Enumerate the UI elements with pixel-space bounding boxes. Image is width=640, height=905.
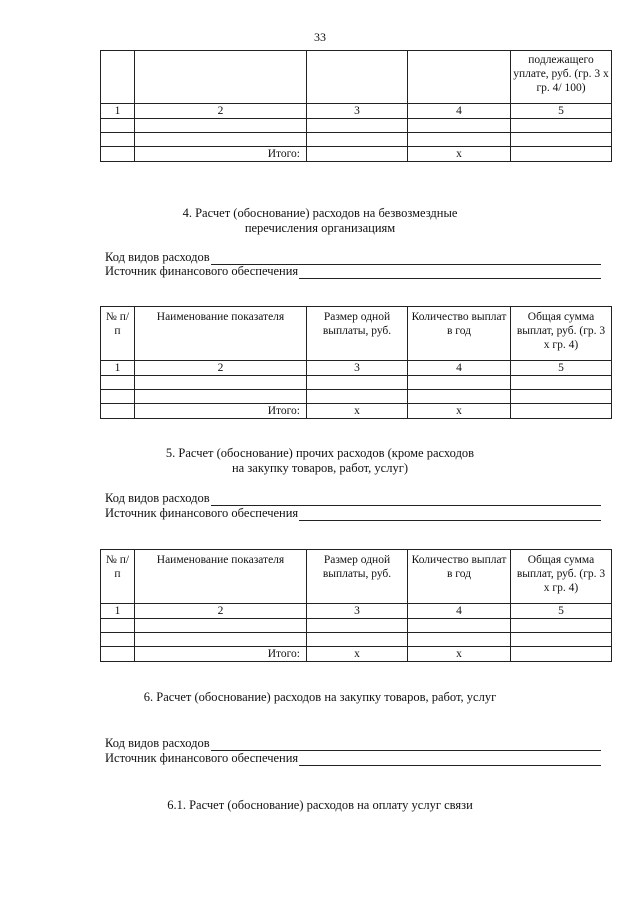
table-row [101,633,612,647]
header-payment-size: Размер одной выплаты, руб. [307,550,408,604]
col-number: 1 [101,361,135,376]
table-row [101,119,612,133]
total-label: Итого: [135,404,307,419]
code-label: Код видов расходов [105,250,210,264]
col-number: 4 [408,104,511,119]
top-table [100,50,612,162]
col-number: 1 [101,604,135,619]
header-name: Наименование показателя [135,550,307,604]
table-row [101,376,612,390]
col-number: 3 [307,104,408,119]
total-x: x [408,147,511,162]
col-number: 1 [101,104,135,119]
header-cell-3 [307,51,408,104]
col-number: 4 [408,604,511,619]
total-x: x [408,647,511,662]
header-cell-4 [408,51,511,104]
col-number: 2 [135,361,307,376]
fill-line [211,494,601,506]
total-x: x [307,647,408,662]
header-number: № п/п [101,307,135,361]
col-number: 4 [408,361,511,376]
section-5-title-line1: 5. Расчет (обоснование) прочих расходов (кроме расходов [165,446,475,460]
section-6-code-field [105,736,601,751]
header-count: Количество выплат в год [408,307,511,361]
total-x: x [307,404,408,419]
col-number: 2 [135,104,307,119]
total-label: Итого: [135,147,307,162]
header-cell-5: подлежащего уплате, руб. (гр. 3 х гр. 4/ 100) [511,51,612,104]
col-number: 3 [307,361,408,376]
total-row [101,647,612,662]
header-count: Количество выплат в год [408,550,511,604]
header-cell-2 [135,51,307,104]
fill-line [299,754,601,766]
fill-line [299,509,601,521]
header-cell-1 [101,51,135,104]
header-payment-size: Размер одной выплаты, руб. [307,307,408,361]
section-4-table [100,306,612,419]
total-row [101,147,612,162]
section-6-1-title: 6.1. Расчет (обоснование) расходов на оплату услуг связи [167,798,473,812]
header-number: № п/п [101,550,135,604]
col-number: 2 [135,604,307,619]
section-6-source-field [105,751,601,766]
fill-line [299,267,601,279]
table-row [101,133,612,147]
code-label: Код видов расходов [105,491,210,505]
section-4-source-field [105,264,601,279]
table-row [101,619,612,633]
total-label: Итого: [135,647,307,662]
code-label: Код видов расходов [105,736,210,750]
fill-line [211,739,601,751]
total-row [101,404,612,419]
page-number: 33 [314,30,326,44]
section-6-title: 6. Расчет (обоснование) расходов на закупку товаров, работ, услуг [143,690,497,704]
col-number: 5 [511,604,612,619]
source-label: Источник финансового обеспечения [105,751,299,765]
col-number: 5 [511,361,612,376]
section-5-source-field [105,506,601,521]
section-4-code-field [105,250,601,265]
total-x: x [408,404,511,419]
section-5-code-field [105,491,601,506]
header-total: Общая сумма выплат, руб. (гр. 3 х гр. 4) [511,550,612,604]
section-4-title-line2: перечисления организациям [244,221,396,235]
source-label: Источник финансового обеспечения [105,506,299,520]
col-number: 3 [307,604,408,619]
section-4-title-line1: 4. Расчет (обоснование) расходов на безвозмездные [182,206,458,220]
header-total: Общая сумма выплат, руб. (гр. 3 х гр. 4) [511,307,612,361]
header-name: Наименование показателя [135,307,307,361]
col-number: 5 [511,104,612,119]
section-5-table [100,549,612,662]
source-label: Источник финансового обеспечения [105,264,299,278]
table-row [101,390,612,404]
section-5-title-line2: на закупку товаров, работ, услуг) [231,461,409,475]
